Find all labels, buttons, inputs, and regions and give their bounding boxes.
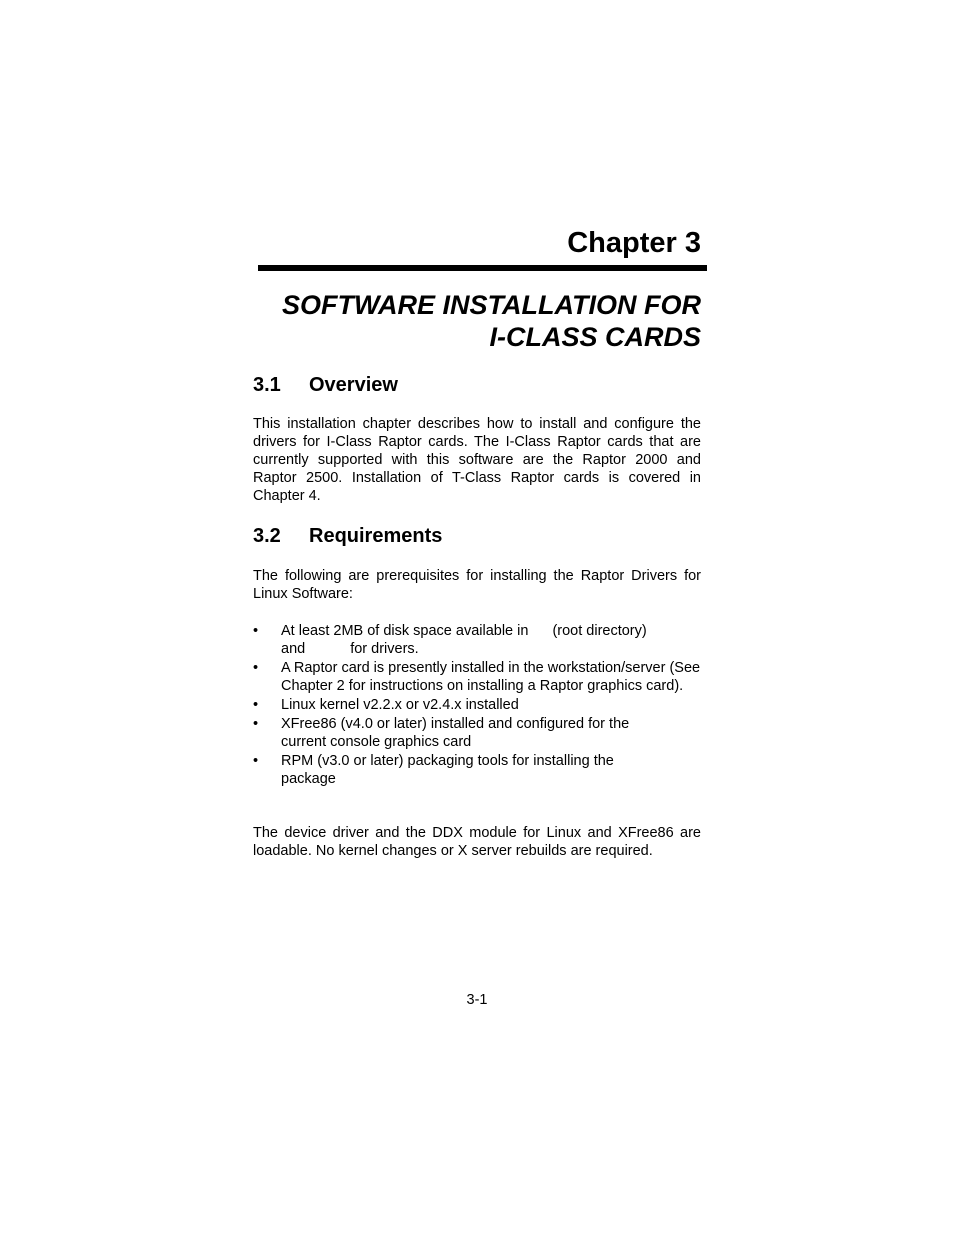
requirements-number: 3.2 [253, 525, 281, 547]
overview-number: 3.1 [253, 374, 281, 396]
bullet-glyph: • [253, 660, 259, 676]
bullet-text-3: Linux kernel v2.2.x or v2.4.x installed [281, 697, 519, 713]
overview-heading [253, 373, 398, 397]
overview-heading-text: Overview [309, 374, 398, 396]
bullet-text-1b: (root directory) [552, 623, 647, 639]
list-item [253, 659, 713, 695]
chapter-title: Chapter 3 [567, 227, 701, 259]
list-item [253, 696, 713, 714]
bullet-text-1c: and [281, 641, 306, 657]
bullet-glyph: • [253, 753, 259, 769]
bullet-glyph: • [253, 716, 259, 732]
requirements-heading-text: Requirements [309, 525, 443, 547]
chapter-rule [258, 265, 707, 271]
requirements-list [253, 622, 713, 789]
bullet-text-5: RPM (v3.0 or later) packaging tools for installing the package [281, 753, 614, 787]
bullet-glyph: • [253, 697, 259, 713]
requirements-heading [253, 524, 442, 548]
bullet-text-1a: At least 2MB of disk space available in [281, 623, 529, 639]
section-title-line-1: SOFTWARE INSTALLATION FOR [282, 290, 701, 320]
bullet-glyph: • [253, 623, 259, 639]
section-title-line-2: I-CLASS CARDS [489, 322, 701, 352]
bullet-text-4: XFree86 (v4.0 or later) installed and configured for the current console graphics card [281, 716, 630, 750]
overview-paragraph: This installation chapter describes how to install and configure the drivers for I-Class Raptor cards. The I-Class Raptor cards that are currently supported with this software are the Raptor 2000 and Raptor 2500. Installation of T-Class Raptor cards is covered in Chapter 4. [253, 416, 701, 504]
requirements-intro: The following are prerequisites for installing the Raptor Drivers for Linux Software: [253, 568, 701, 602]
list-item [253, 622, 713, 658]
list-item [253, 752, 713, 788]
section-title [258, 289, 701, 353]
requirements-closing: The device driver and the DDX module for Linux and XFree86 are loadable. No kernel changes or X server rebuilds are required. [253, 825, 701, 859]
list-item [253, 715, 713, 751]
page-number: 3-1 [466, 992, 488, 1008]
bullet-text-2: A Raptor card is presently installed in the workstation/server (See Chapter 2 for instructions on installing a Raptor graphics card). [281, 660, 701, 694]
bullet-text-1d: for drivers. [350, 641, 419, 657]
